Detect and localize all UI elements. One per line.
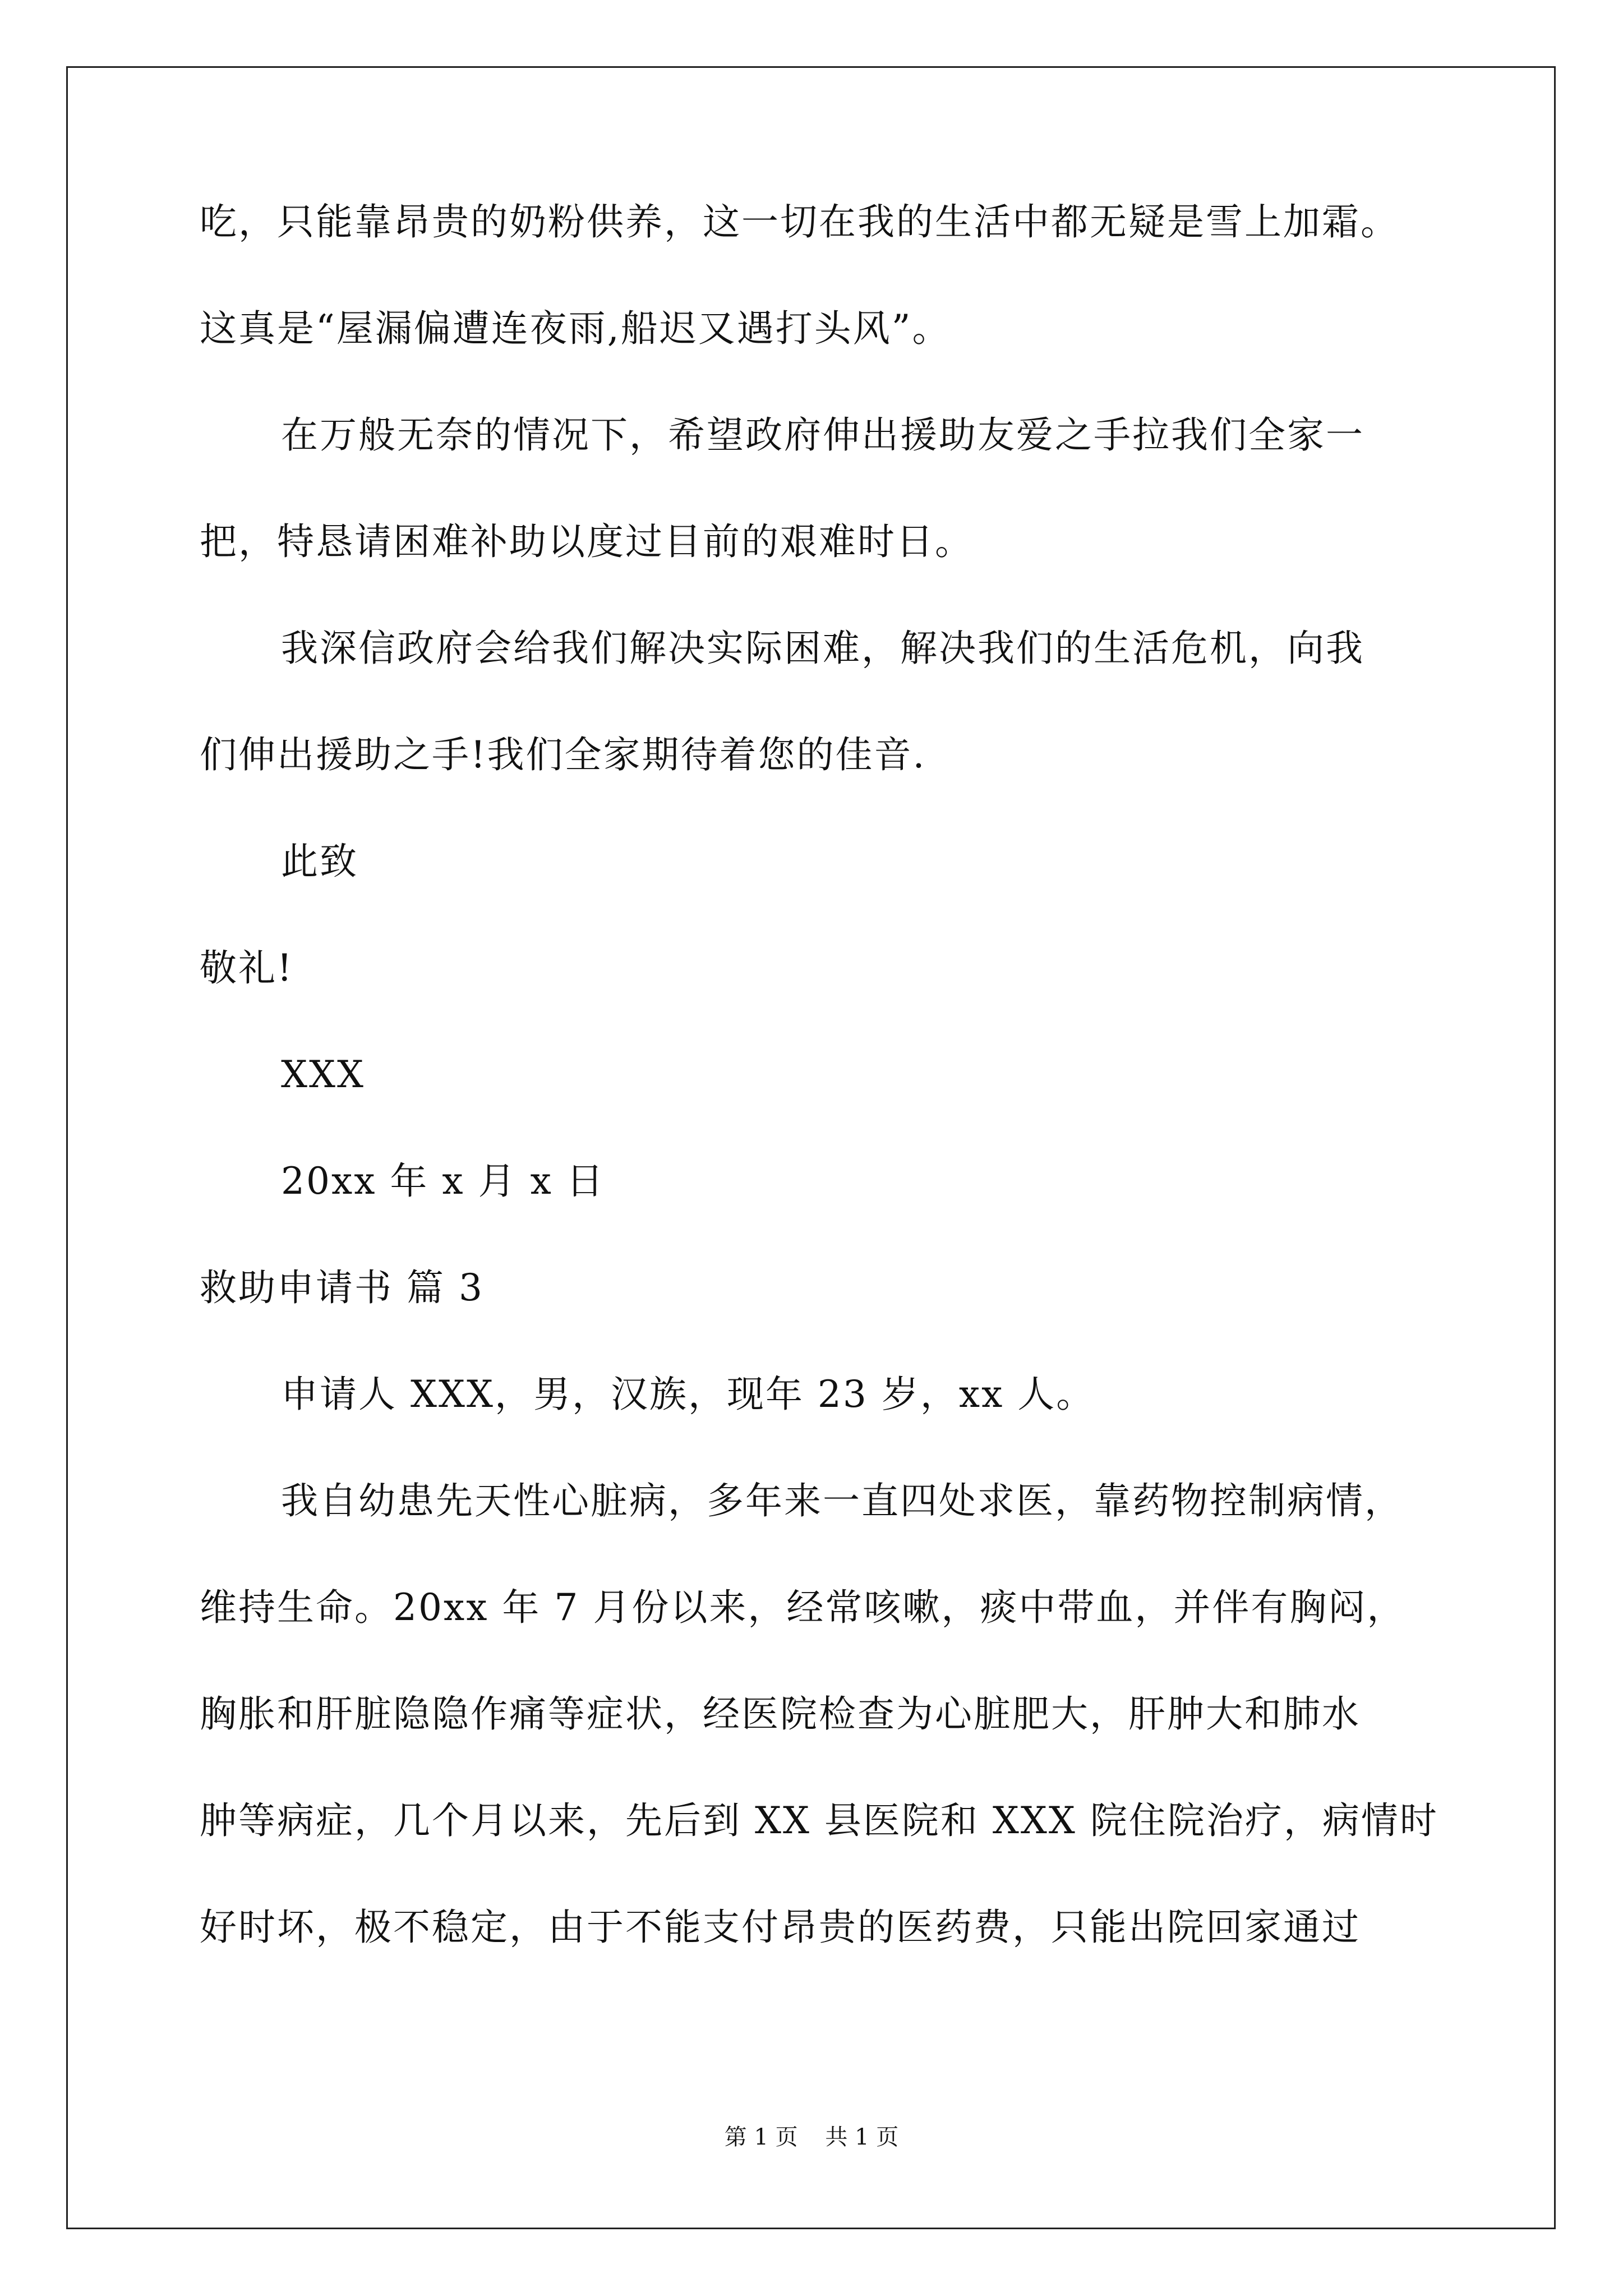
paragraph-line: 我深信政府会给我们解决实际困难，解决我们的生活危机，向我 xyxy=(281,627,1364,670)
signature-date: 20xx 年 x 月 x 日 xyxy=(281,1159,605,1203)
signature-name: XXX xyxy=(281,1053,365,1096)
page-number: 第 1 页 xyxy=(724,2124,798,2150)
paragraph-line: 胸胀和肝脏隐隐作痛等症状，经医院检查为心脏肥大，肝肿大和肺水 xyxy=(200,1692,1361,1736)
page-total: 共 1 页 xyxy=(825,2124,899,2150)
salutation-line: 敬礼! xyxy=(200,946,294,990)
paragraph-line: 在万般无奈的情况下，希望政府伸出援助友爱之手拉我们全家一 xyxy=(281,413,1364,457)
page-footer xyxy=(0,2120,1623,2154)
paragraph-line: 吃，只能靠昂贵的奶粉供养，这一切在我的生活中都无疑是雪上加霜。 xyxy=(200,200,1399,243)
paragraph-line: 这真是“屋漏偏遭连夜雨,船迟又遇打头风”。 xyxy=(200,307,951,350)
paragraph-line: 们伸出援助之手!我们全家期待着您的佳音. xyxy=(200,733,926,776)
paragraph-line: 我自幼患先天性心脏病，多年来一直四处求医，靠药物控制病情， xyxy=(281,1479,1403,1522)
paragraph-line: 肿等病症，几个月以来，先后到 XX 县医院和 XXX 院住院治疗，病情时 xyxy=(200,1799,1438,1842)
paragraph-line: 申请人 XXX，男，汉族，现年 23 岁，xx 人。 xyxy=(281,1373,1095,1416)
paragraph-line: 把，特恳请困难补助以度过目前的艰难时日。 xyxy=(200,520,974,563)
section-heading: 救助申请书 篇 3 xyxy=(200,1266,484,1309)
paragraph-line: 好时坏，极不稳定，由于不能支付昂贵的医药费，只能出院回家通过 xyxy=(200,1906,1361,1949)
salutation-line: 此致 xyxy=(281,840,358,883)
paragraph-line: 维持生命。20xx 年 7 月份以来，经常咳嗽，痰中带血，并伴有胸闷， xyxy=(200,1586,1406,1629)
